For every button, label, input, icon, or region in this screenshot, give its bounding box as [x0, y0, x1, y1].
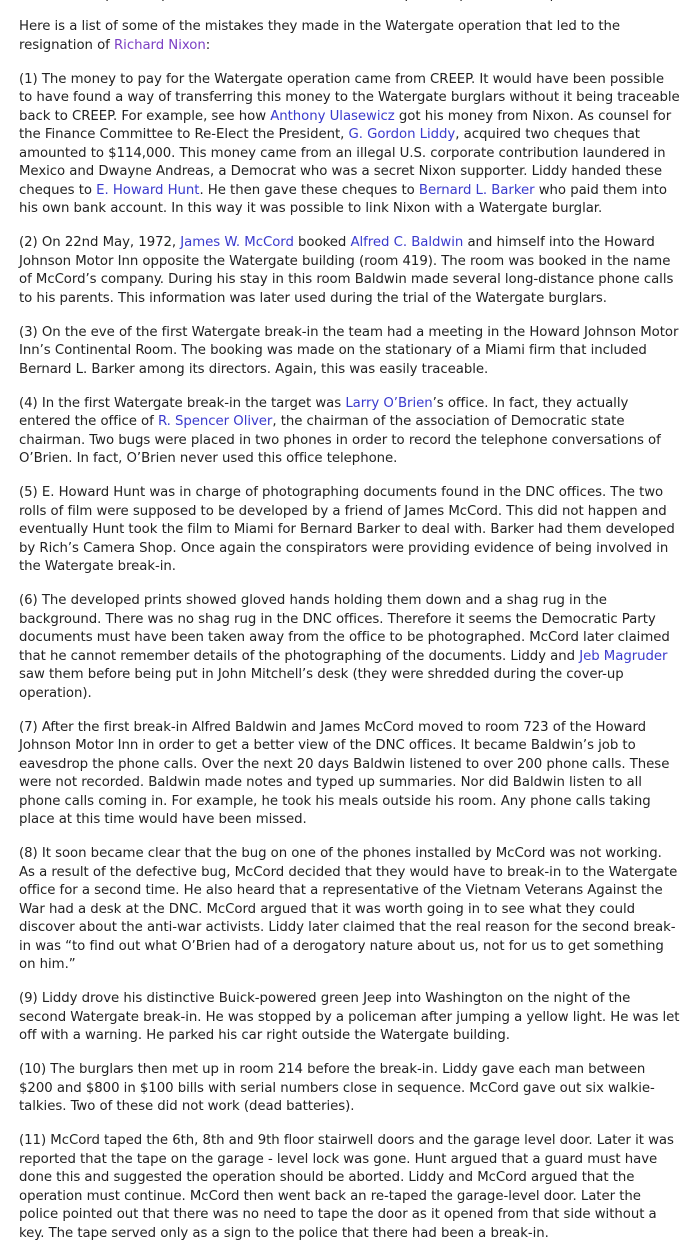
item-text: (3) On the eve of the first Watergate break-in the team had a meeting in the Howard Johnson Motor Inn’s Continental Room. The booking was made on the stationary of a Miami firm that included Bernard L. Barker among its directors. Again, this was easily traceable. [19, 324, 679, 377]
mistake-item-9 [19, 990, 680, 1046]
link-jeb-magruder[interactable]: Jeb Magruder [579, 648, 668, 664]
mistake-item-1 [19, 71, 680, 219]
item-text: booked [293, 235, 351, 250]
mistake-item-5 [19, 484, 680, 577]
item-text: (7) After the first break-in Alfred Baldwin and James McCord moved to room 723 of the Howard Johnson Motor Inn in order to get a better view of the DNC offices. It became Baldwin’s job to eavesdrop the phone calls. Over the next 20 days Baldwin listened to over 200 phone calls. These were not recorded. Baldwin made notes and typed up summaries. Nor did Baldwin listen to all phone calls coming in. For example, he took his meals outside his room. Any phone calls taking place at this time would have been missed. [19, 719, 670, 827]
item-text: (4) In the first Watergate break-in the target was [19, 395, 346, 411]
item-text: (2) On 22nd May, 1972, [19, 235, 181, 250]
item-text: (5) E. Howard Hunt was in charge of photographing documents found in the DNC offices. The two rolls of film were supposed to be developed by a friend of James McCord. This did not happen and eventually Hunt took the film to Miami for Bernard Barker to deal with. Barker had them developed by Rich’s Camera Shop. Once again the conspirators were providing evidence of being involved in the Watergate break-in. [19, 485, 675, 574]
mistake-item-3 [19, 324, 680, 380]
link-bernard-l-barker[interactable]: Bernard L. Barker [418, 182, 535, 198]
link-g-gordon-liddy[interactable]: G. Gordon Liddy [348, 127, 456, 142]
link-r-spencer-oliver[interactable]: R. Spencer Oliver [157, 414, 273, 429]
item-text: (6) The developed prints showed gloved hands holding them down and a shag rug in the background. There was no shag rug in the DNC offices. Therefore it seems the Democratic Party documents must have been taken away from the office to be photographed. McCord later claimed that he cannot remember details of the photographing of the documents. Liddy and [19, 593, 670, 664]
mistake-item-6 [19, 592, 680, 703]
link-richard-nixon[interactable]: Richard Nixon [113, 37, 206, 53]
link-james-w-mccord[interactable]: James W. McCord [180, 235, 294, 250]
previous-paragraph-fragment [19, 0, 678, 1]
item-text: . He then gave these cheques to [199, 182, 419, 198]
article-body [19, 18, 680, 1259]
item-text: (9) Liddy drove his distinctive Buick-powered green Jeep into Washington on the night of the second Watergate break-in. He was stopped by a policeman after jumping a yellow light. He was let off with a warning. He parked his car right outside the Watergate building. [19, 991, 680, 1043]
link-larry-o-brien[interactable]: Larry O’Brien [345, 395, 433, 411]
mistake-item-2 [19, 234, 680, 308]
link-alfred-c-baldwin[interactable]: Alfred C. Baldwin [350, 235, 464, 250]
item-text: (8) It soon became clear that the bug on one of the phones installed by McCord was not working. As a result of the defective bug, McCord decided that they would have to break-in to the Watergate office for a second time. He also heard that a representative of the Vietnam Veterans Against the War had a desk at the DNC. McCord argued that it was worth going in to see what they could discover about the anti-war activists. Liddy later claimed that the real reason for the second break-in was “to find out what O’Brien had of a derogatory nature about us, not for us to get something on him.” [19, 846, 678, 972]
intro-text: Here is a list of some of the mistakes they made in the Watergate operation that led to the resignation of [19, 19, 621, 53]
intro-colon: : [205, 37, 211, 53]
item-text: ’s office. In fact, they actually entered the office of [19, 395, 629, 429]
intro-paragraph [19, 18, 680, 55]
item-text: (11) McCord taped the 6th, 8th and 9th floor stairwell doors and the garage level door. Later it was reported that the tape on the garage - level lock was gone. Hunt argued that a guard must have done this and suggested the operation should be aborted. Liddy and McCord argued that the operation must continue. McCord then went back an re-taped the garage-level door. Later the police pointed out that there was no need to tape the door as it opened from that side without a key. The tape served only as a sign to the police that there had been a break-in. [19, 1133, 674, 1241]
item-text: who paid them into his own bank account. In this way it was possible to link Nixon with a Watergate burglar. [19, 182, 667, 216]
mistake-item-11 [19, 1132, 680, 1243]
item-text: saw them before being put in John Mitchell’s desk (they were shredded during the cover-up operation). [19, 667, 624, 701]
item-text: and himself into the Howard Johnson Motor Inn opposite the Watergate building (room 419). The room was booked in the name of McCord’s company. During his stay in this room Baldwin made several long-distance phone calls to his parents. This information was later used during the trial of the Watergate burglars. [19, 235, 674, 306]
mistake-item-4 [19, 395, 680, 469]
item-text: (10) The burglars then met up in room 214 before the break-in. Liddy gave each man between $200 and $800 in $100 bills with serial numbers close in sequence. McCord gave out six walkie-talkies. Two of these did not work (dead batteries). [19, 1062, 655, 1114]
mistakes-list [19, 71, 680, 1244]
item-text: , the chairman of the association of Democratic state chairman. Two bugs were placed in two phones in order to record the telephone conversations of O’Brien. In fact, O’Brien never used this office telephone. [19, 414, 661, 466]
item-text: got his money from Nixon. As counsel for the Finance Committee to Re-Elect the President, [19, 108, 672, 142]
item-text: (1) The money to pay for the Watergate operation came from CREEP. It would have been possible to have found a way of transferring this money to the Watergate burglars without it being traceable back to CREEP. For example, see how [19, 71, 680, 124]
mistake-item-7 [19, 719, 680, 830]
link-e-howard-hunt[interactable]: E. Howard Hunt [96, 182, 200, 198]
mistake-item-8 [19, 845, 680, 975]
link-anthony-ulasewicz[interactable]: Anthony Ulasewicz [270, 108, 395, 124]
mistake-item-10 [19, 1061, 680, 1117]
item-text: , acquired two cheques that amounted to $114,000. This money came from an illegal U.S. corporate contribution laundered in Mexico and Dwayne Andreas, a Democrat who was a secret Nixon supporter. Liddy handed these cheques to [19, 127, 666, 198]
